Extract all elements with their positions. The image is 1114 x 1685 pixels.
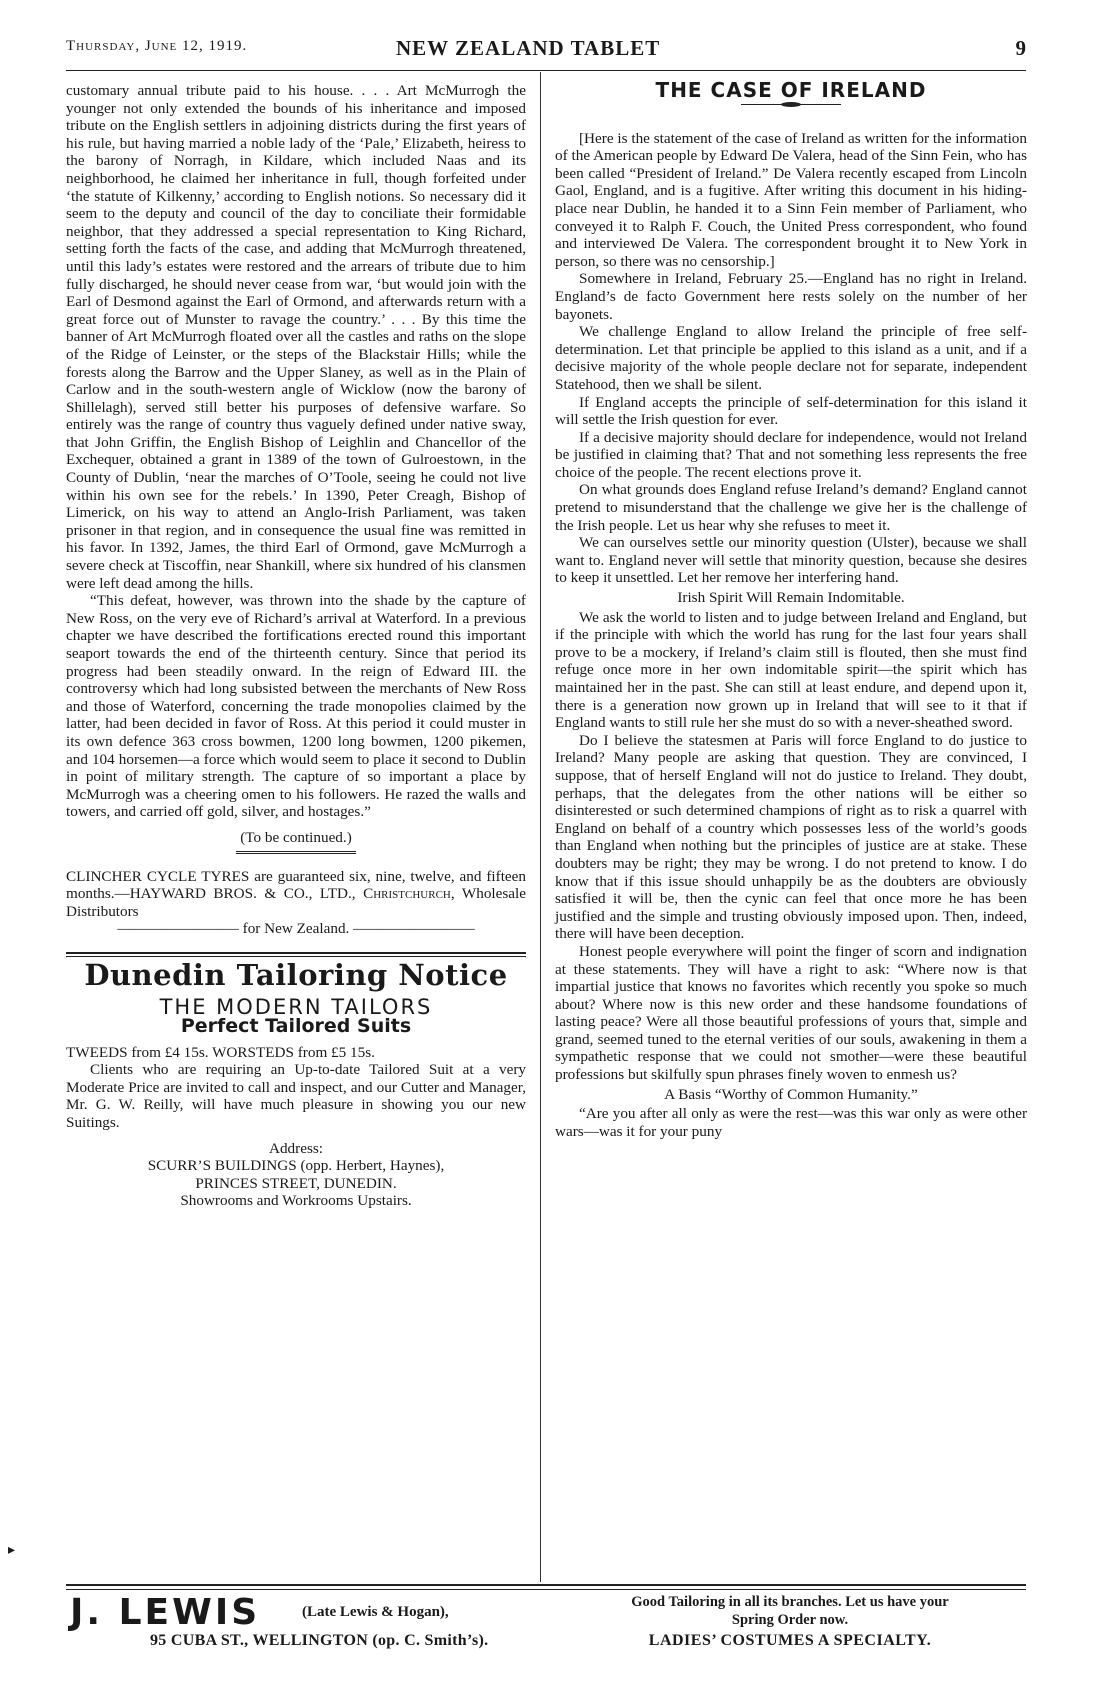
issue-date: Thursday, June 12, 1919.	[66, 38, 248, 54]
article-paragraph: If England accepts the principle of self-determination for this island it will settle the Irish question for ever.	[555, 393, 1027, 429]
footer-ad-name: J. LEWIS	[70, 1592, 261, 1633]
tailoring-ad-body: Clients who are requiring an Up-to-date Tailored Suit at a very Moderate Price are invited to call and inspect, and our Cutter and Manager, Mr. G. W. Reilly, will have much pleasure in showing you our new Suitings.	[66, 1061, 526, 1132]
margin-mark-icon: ▸	[8, 1543, 16, 1558]
article-paragraph: Somewhere in Ireland, February 25.—England has no right in Ireland. England’s de facto Government here rests solely on the number of her bayonets.	[555, 270, 1027, 323]
history-paragraph: customary annual tribute paid to his house. . . . Art McMurrogh the younger not only extended the bounds of his inheritance and imposed tribute on the English settlers in adjoining districts during the first years of his rule, but having married a noble lady of the ‘Pale,’ Elizabeth, heiress to the barony of Norragh, in Kildare, which included Naas and its neighborhood, he claimed her inheritance in full, though forfeited under ‘the statute of Kilkenny,’ according to English notions. So necessary did it seem to the deputy and council of the day to conciliate their formidable neighbor, that they addressed a special representation to King Richard, setting forth the facts of the case, and adding that McMurrogh threatened, until this lady’s estates were restored and the arrears of tribute due to him fully discharged, he should never cease from war, ‘but would join with the Earl of Desmond against the Earl of Ormond, and afterwards return with a great force out of Munster to ravage the country.’ . . . By this time the banner of Art McMurrogh floated over all the castles and raths on the slope of the Ridge of Leinster, or the steps of the Blackstair Hills; while the forests along the Barrow and the Upper Slaney, as well as in the Plain of Carlow and in the south-western angle of Wicklow (now the barony of Shillelagh), served still better his purposes of defensive warfare. So entirely was the range of country thus vaguely defined under native sway, that John Griffin, the English Bishop of Leighlin and Chancellor of the Exchequer, obtained a grant in 1389 of the town of Gulroestown, in the County of Dublin, ‘near the marches of O’Toole, seeing he could not live within his own see for the rebels.’ In 1390, Peter Creagh, Bishop of Limerick, on his way to attend an Anglo-Irish Parliament, was taken prisoner in that region, and in consequence the usual fine was remitted in his favor. In 1392, James, the third Earl of Ormond, gave McMurrogh a severe check at Tiscoffin, near Shankill, where six hundred of his clansmen were left dead among the hills.	[66, 82, 526, 592]
header-rule	[66, 70, 1026, 71]
heading-ornament	[741, 102, 841, 108]
right-column	[555, 78, 1027, 1140]
tailoring-ad	[66, 957, 526, 1210]
tailoring-ad-address-3: Showrooms and Workrooms Upstairs.	[180, 1192, 412, 1210]
article-subhead: A Basis “Worthy of Common Humanity.”	[664, 1085, 918, 1103]
article-heading: THE CASE OF IRELAND	[655, 78, 927, 102]
left-column	[66, 82, 526, 1210]
footer-ad-address: 95 CUBA ST., WELLINGTON (op. C. Smith’s).	[150, 1632, 489, 1649]
clincher-ad-text-b: Wholesale Distributors	[66, 885, 526, 920]
column-divider	[540, 72, 541, 1582]
clincher-ad-text-c: for New Zealand.	[242, 920, 350, 938]
page-number: 9	[1015, 36, 1026, 60]
article-paragraph: Honest people everywhere will point the finger of scorn and indignation at these statements. They will have a right to ask: “Where now is that impartial justice that knows no favorites which recently you spoke so much about? Where now is this new order and these handsome foundations of lasting peace? Were all those beautiful professions of yours that, simple and grand, seemed tuned to the eternal verities of our souls, awakening in them a sympathetic response that we could not smother—were these beautiful professions but skilfully spun phrases finely woven to enmesh us?	[555, 942, 1027, 1084]
article-paragraph: On what grounds does England refuse Ireland’s demand? England cannot pretend to misunderstand that the challenge we give her is the challenge of the Irish people. Let us hear why she refuses to meet it.	[555, 481, 1027, 534]
article-paragraph: We challenge England to allow Ireland the principle of free self-determination. Let that principle be applied to this island as a unit, and if a decisive majority of the whole people declare not for separate, independent Statehood, then we shall be silent.	[555, 323, 1027, 393]
footer-rule	[66, 1584, 1026, 1586]
clincher-ad-city: Christchurch,	[363, 885, 455, 903]
clincher-ad-text: CLINCHER CYCLE TYRES are guaranteed six, nine, twelve, and fifteen months.—HAYWARD BROS. & CO., LTD.,	[66, 867, 526, 903]
footer-ad-line-2: Spring Order now.	[731, 1612, 849, 1628]
footer-ad-line-1: Good Tailoring in all its branches. Let us have your	[631, 1594, 949, 1610]
tailoring-ad-headline: Dunedin Tailoring Notice	[84, 957, 508, 992]
tailoring-ad-address-2: PRINCES STREET, DUNEDIN.	[195, 1174, 397, 1192]
tailoring-ad-subhead: THE MODERN TAILORS	[159, 994, 433, 1019]
history-paragraph: “This defeat, however, was thrown into the shade by the capture of New Ross, on the very eve of Richard’s arrival at Waterford. In a previous chapter we have described the fortifications erected round this important seaport towards the end of the thirteenth century. Since that period its progress had been steadily onward. In the reign of Edward III. the controversy which had long subsisted between the merchants of New Ross and those of Waterford, concerning the trade monopolies claimed by the latter, had been decided in favor of Ross. At this period it could muster in its own defence 363 cross bowmen, 1200 long bowmen, 1200 pikemen, and 104 horsemen—a force which would seem to place it second to Dublin in point of military strength. The capture of so important a place by McMurrogh was a cheering omen to his followers. He razed the walls and towers, and carried off gold, silver, and hostages.”	[66, 592, 526, 821]
tailoring-ad-tagline: Perfect Tailored Suits	[180, 1015, 412, 1038]
tailoring-ad-address-label: Address:	[269, 1139, 323, 1157]
article-paragraph: “Are you after all only as were the rest—was this war only as were other wars—was it for your puny	[555, 1105, 1027, 1140]
article-paragraph: We ask the world to listen and to judge between Ireland and England, but if the principle with which the world has rung for the last four years shall prove to be a mockery, if Ireland’s claim still is flouted, then she must find refuge once more in her own indomitable spirit—the spirit which has maintained her in the past. She can still at least endure, and depend upon it, there is a generation now grown up in Ireland that will see to it that if England wants to still rule her she must do so with a never-sheathed sword.	[555, 608, 1027, 732]
clincher-ad: CLINCHER CYCLE TYRES are guaranteed six, nine, twelve, and fifteen months.—HAYWARD BROS. & CO., LTD., Christchurch, Wholesale Distributors ———————— for New Zealand. ————————	[66, 867, 526, 938]
continued-note: (To be continued.)	[240, 828, 352, 846]
tailoring-ad-prices: TWEEDS from £4 15s. WORSTEDS from £5 15s.	[66, 1043, 375, 1061]
article-intro: [Here is the statement of the case of Ireland as written for the information of the American people by Edward De Valera, head of the Sinn Fein, who has been called “President of Ireland.” De Valera recently escaped from Lincoln Gaol, England, and is a fugitive. After writing this document in his hiding-place near Dublin, he handed it to a Sinn Fein member of Parliament, who conveyed it to Ralph F. Couch, the United Press correspondent, who found and interviewed De Valera. The correspondent brought it to New York in person, so there was no censorship.]	[555, 129, 1027, 270]
masthead-title: NEW ZEALAND TABLET	[396, 36, 661, 60]
double-rule	[236, 851, 356, 856]
page-header	[66, 36, 1026, 66]
article-paragraph: Do I believe the statesmen at Paris will force England to do justice to Ireland? Many people are asking that question. They are convinced, I suppose, that of herself England will not do justice to Ireland. They doubt, perhaps, that the delegates from the other nations will be either so disinterested or such determined champions of right as to risk a quarrel with England on behalf of a country which possesses less of the world’s goods than England when nothing but the principles of justice are at stake. These doubters may be right; they may be wrong. I do not pretend to know. I do know that if this issue should unhappily be as the doubters are obviously satisfied it will be, then the cynic can feel that once more he has been justified and the simple and trusting obviously imposed upon. Then, indeed, there will have been deception.	[555, 731, 1027, 943]
article-paragraph: If a decisive majority should declare for independence, would not Ireland be justified in claiming that? That and not something less represents the free choice of the people. The recent elections prove it.	[555, 428, 1027, 481]
ad-separator	[66, 952, 526, 954]
footer-rule-thin	[66, 1589, 1026, 1590]
article-subhead: Irish Spirit Will Remain Indomitable.	[677, 589, 905, 607]
footer-ad-line-3: LADIES’ COSTUMES A SPECIALTY.	[648, 1632, 932, 1649]
tailoring-ad-address-1: SCURR’S BUILDINGS (opp. Herbert, Haynes),	[147, 1157, 445, 1175]
article-paragraph: We can ourselves settle our minority question (Ulster), because we shall want to. England never will settle that minority question, because she desires to keep it unsettled. Let her remove her interfering hand.	[555, 534, 1027, 587]
ad-separator-thin	[66, 956, 526, 957]
footer-ad-previously: (Late Lewis & Hogan),	[302, 1604, 449, 1620]
